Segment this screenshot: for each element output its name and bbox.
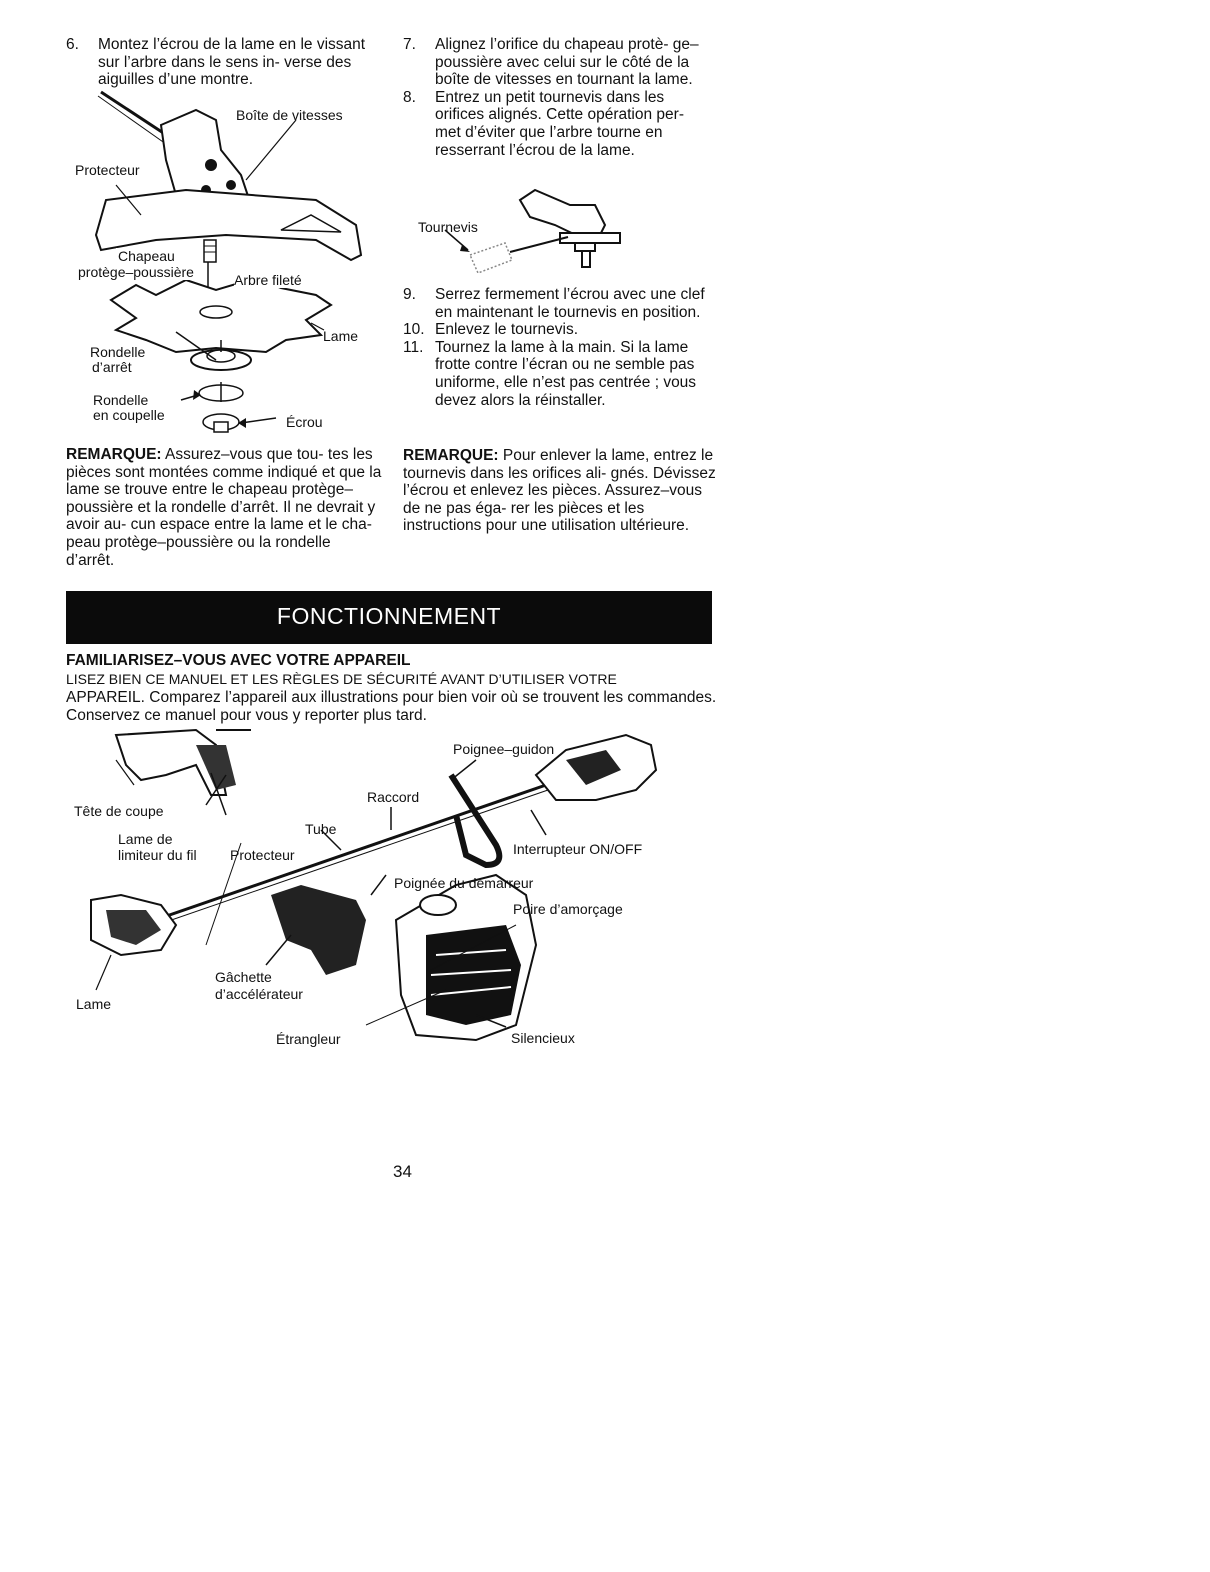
label-chapeau: Chapeau — [118, 248, 175, 264]
steps-9-11 — [403, 286, 723, 409]
remark-text: Assurez–vous que tou- tes les pièces sont montées comme indiqué et que la lame se trouve entre le chapeau protège–poussière et la rondelle d’arrêt. Il ne devrait y avoir au- cun espace entre la lame et le cha- peau protège–poussière ou la rondelle d’arrêt. — [66, 446, 382, 569]
label-gachette: Gâchette — [215, 969, 272, 985]
label-accelerateur: d’accélérateur — [215, 986, 303, 1002]
label-boite-de-vitesses: Boîte de vitesses — [236, 107, 343, 123]
remark-right — [403, 447, 723, 535]
page-number: 34 — [393, 1162, 412, 1181]
label-etrangleur: Étrangleur — [276, 1031, 341, 1047]
label-lame-de: Lame de — [118, 831, 173, 847]
label-arbre-filete: Arbre fileté — [234, 272, 302, 288]
step-text: Alignez l’orifice du chapeau protè- ge–poussière avec celui sur le côté de la boîte de vitesses en tournant la lame. — [435, 36, 699, 89]
step-text: Montez l’écrou de la lame en le vissant sur l’arbre dans le sens in- verse des aiguilles d’une montre. — [98, 36, 366, 89]
label-interrupteur: Interrupteur ON/OFF — [513, 841, 643, 857]
step-number: 10. — [403, 321, 425, 339]
remark-left — [66, 446, 382, 569]
remark-text: Pour enlever la lame, entrez le tournevis dans les orifices ali- gnés. Dévissez l’écrou et enlevez les pièces. Assurez–vous de ne pas éga- rer les pièces et les instructions pour une utilisation ultérieure. — [403, 447, 716, 535]
step-text: Entrez un petit tournevis dans les orifices alignés. Cette opération per- met d’éviter que l’arbre tourne en resserrant l’écrou de la lame. — [435, 88, 684, 159]
label-rondelle-coupelle: Rondelle — [93, 392, 149, 408]
trimmer-overview-illustration — [66, 725, 666, 1065]
step-number: 9. — [403, 286, 416, 303]
remark-label: REMARQUE: — [66, 446, 162, 463]
label-ecrou: Écrou — [286, 414, 323, 430]
label-protecteur-2: Protecteur — [230, 847, 295, 863]
label-protege-poussiere: protège–poussière — [78, 264, 194, 280]
steps-7-8 — [403, 36, 713, 159]
step-number: 6. — [66, 36, 79, 53]
label-lame-2: Lame — [76, 996, 112, 1012]
label-silencieux: Silencieux — [511, 1030, 575, 1046]
label-rondelle-coupelle-2: en coupelle — [93, 407, 165, 423]
label-rondelle-arret: Rondelle — [90, 344, 146, 360]
section-heading: FAMILIARISEZ–VOUS AVEC VOTRE APPAREIL — [66, 652, 411, 669]
step-number: 11. — [403, 338, 424, 356]
label-raccord: Raccord — [367, 789, 420, 805]
step-number: 7. — [403, 36, 416, 53]
label-tube: Tube — [305, 821, 337, 837]
section-banner: FONCTIONNEMENT — [66, 591, 712, 644]
screwdriver-illustration — [460, 185, 640, 285]
label-tete-de-coupe: Tête de coupe — [74, 803, 164, 819]
step-text: Tournez la lame à la main. Si la lame frotte contre l’écran ou ne semble pas uniforme, elle n’est pas centrée ; vous devez alors la réinstaller. — [435, 338, 697, 409]
label-poignee-demarreur: Poignée du démarreur — [394, 875, 534, 891]
section-body: APPAREIL. Comparez l’appareil aux illustrations pour bien voir où se trouvent les commandes. Conservez ce manuel pour vous y reporter plus tard. — [66, 689, 717, 724]
step-6 — [66, 36, 366, 89]
step-text: Enlevez le tournevis. — [435, 321, 579, 339]
label-limiteur: limiteur du fil — [118, 847, 197, 863]
step-text: Serrez fermement l’écrou avec une clef en maintenant le tournevis en position. — [435, 286, 705, 321]
label-rondelle-arret-2: d’arrêt — [92, 359, 132, 375]
label-lame: Lame — [323, 328, 359, 344]
label-tournevis: Tournevis — [418, 219, 478, 235]
step-number: 8. — [403, 88, 416, 106]
label-protecteur: Protecteur — [75, 162, 140, 178]
remark-label: REMARQUE: — [403, 447, 499, 464]
section-caps-line: LISEZ BIEN CE MANUEL ET LES RÈGLES DE SÉCURITÉ AVANT D’UTILISER VOTRE — [66, 671, 617, 687]
label-poignee-guidon: Poignee–guidon — [453, 741, 555, 757]
label-poire: Poire d’amorçage — [513, 901, 623, 917]
